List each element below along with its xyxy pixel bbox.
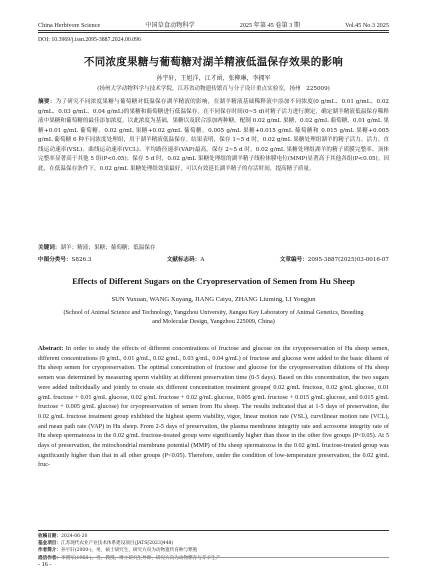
- running-header: [38, 20, 389, 29]
- journal-name-cn: 中国草食动物科学: [145, 22, 195, 29]
- received-label: 收稿日期：: [38, 534, 61, 539]
- keywords-cn-text: 湖羊；精液；果糖；葡萄糖；低温保存: [60, 245, 156, 251]
- article-id-value: 2095-3887(2025)03-0016-07: [307, 257, 389, 263]
- corr-value: 李拥军(1968-)，男，教授，博士研究生导师，研究方向为动物繁育与养羊生产: [60, 555, 221, 561]
- abstract-cn-text: 为了研究不同浓度果糖与葡萄糖对低温保存湖羊精液的影响，在湖羊精液基础稀释液中添加不同浓度(0 g/mL、0.01 g/mL、0.02 g/mL、0.03 g/mL、0.04 g/mL)的果糖和葡萄糖进行低温保存。在不同保存时间(0~5 d)对精子活力进行测定，确定湖羊精液低温保存稀释液中果糖和葡萄糖的最佳添加浓度。以此浓度为基础，果糖以及联合添加两种糖，配制 0.02 g/mL 果糖、0.02 g/mL 葡萄糖、0.01 g/mL 果糖+0.01 g/mL 葡萄糖、0.02 g/mL 果糖+0.02 g/mL 葡萄糖、0.005 g/mL 果糖+0.015 g/mL 葡萄糖和 0.015 g/mL 果糖+0.005 g/mL 葡萄糖 6 种不同浓度处理组，用于湖羊精液低温保存。结果表明，保存 1~5 d 时，0.02 g/mL 果糖处理组湖羊的精子活力、活力、直线运动速率(VSL)、曲线运动速率(VCL)、平均路径速率(VAP)最高。保存 2~5 d 时，0.02 g/mL 果糖处理组湖羊的精子质膜完整率、顶体完整率显著高于其他 5 组(P<0.05)；保存 5 d 时，0.02 g/mL 果糖处理组的湖羊精子线粒体膜电位(MMP)显著高于其他各组(P<0.05)。因此，在低温保存条件下，0.02 g/mL 果糖处理组效果最好，可以有效延长湖羊精子的存活时间，提高精子质量。: [38, 99, 389, 172]
- abstract-cn-label: 摘要：: [38, 99, 56, 105]
- author-value: 孙宇轩(2000-)，男，硕士研究生，研究方向为动物遗传育种与繁殖: [60, 548, 198, 554]
- doc-code-label: 文献标志码：: [166, 257, 201, 263]
- authors-cn: 孙宇轩，王旭洋，江才函，张柳琳，李拥军: [156, 75, 271, 82]
- journal-name-en: China Herbivore Science: [38, 22, 101, 29]
- page-number: - 16 -: [38, 561, 52, 568]
- fund-label: 基金项目：: [38, 541, 61, 547]
- keywords-cn-label: 关键词：: [38, 245, 61, 251]
- clc-field: [38, 255, 91, 263]
- abstract-en-text: In order to study the effects of different concentrations of fructose and glucose on the cryopreservation of Hu sheep semen, different concentrations (0 g/mL, 0.01 g/mL, 0.02 g/mL, 0.03 g/mL, 0.04 g/mL) of fructose and glucose were added to the basic diluent of Hu sheep semen for cryopreservation. The optimal concentration of fructose and glucose for the cryopreservation dilutions of Hu sheep semen was determined by measuring sperm viability at different preservation time (0-5 days). Based on this concentration, the two sugars were added individually and jointly to create six different concentration treatment groups( 0.02 g/mL fructose, 0.02 g/mL glucose, 0.01 g/mL fructose + 0.01 g/mL glucose, 0.02 g/mL fructose + 0.02 g/mL glucose, 0.005 g/mL fructose + 0.015 g/mL glucose, and 0.015 g/mL fructose + 0.005 g/mL glucose) for cryopreservation of semen from Hu sheep. The results indicated that at 1-5 days of preservation, the 0.02 g/mL fructose treatment group exhibited the highest sperm viability, vigor, linear motion rate (VSL), curvilinear motion rate (VCL), and mean path rate (VAP) in Hu sheep. From 2-5 days of preservation, the plasma membrane integrity rate and acrosome integrity rate of Hu sheep spermatozoa in the 0.02 g/mL fructose-treated group were significantly higher than those in the other five groups (P<0.05). At 5 days of preservation, the mitochondrial membrane potential (MMP) of Hu sheep spermatozoa in the 0.02 g/mL fructose-treated group was significantly higher than that in all other groups (P<0.05). Therefore, under the condition of low-temperature preservation, the 0.02 g/mL fruc-: [38, 345, 390, 469]
- title-en: Effects of Different Sugars on the Cryopreservation of Semen from Hu Sheep: [72, 276, 355, 286]
- corr-label: 通信作者：: [38, 555, 61, 561]
- issue-en: Vol.45 No.3 2025: [345, 22, 389, 29]
- header-rule-thin: [38, 32, 389, 33]
- doc-code-value: A: [200, 257, 205, 263]
- issue-cn: 2025 年第 45 卷第 3 期: [239, 22, 301, 29]
- abstract-cn: [38, 98, 389, 174]
- authors-en: SUN Yuxuan, WANG Xuyang, JIANG Caiyu, ZHANG Liuming, LI Yongjun: [111, 296, 316, 303]
- footnote-fund: [38, 540, 389, 547]
- footnote-corresponding: [38, 555, 389, 562]
- classification-row: [38, 255, 389, 263]
- received-value: 2024-06-20: [60, 534, 88, 539]
- clc-value: S826.3: [71, 257, 92, 263]
- footer-rule: [38, 557, 389, 558]
- doi[interactable]: DOI: 10.3969/j.issn.2095-3887.2024.00.096: [38, 37, 141, 43]
- doc-code-field: [167, 255, 205, 263]
- affiliation-cn: (扬州大学动物科学与技术学院，江苏省动物遗传繁育与分子设计重点实验室，扬州 225009): [97, 86, 330, 92]
- fund-value: 江苏现代农业产业技术体系建设项目(JATS[2023]448): [60, 541, 174, 547]
- keywords-cn: [38, 243, 389, 251]
- article-id-field: [280, 255, 389, 263]
- clc-label: 中图分类号：: [38, 257, 72, 263]
- abstract-en: [38, 344, 389, 470]
- author-label: 作者简介：: [38, 548, 61, 554]
- abstract-en-label: Abstract:: [38, 345, 64, 352]
- footnote-received: [38, 533, 389, 540]
- article-id-label: 文章编号：: [279, 257, 308, 263]
- title-cn: 不同浓度果糖与葡萄糖对湖羊精液低温保存效果的影响: [83, 56, 344, 68]
- affiliation-en: (School of Animal Science and Technology, Yangzhou University, Jiangsu Key Laboratory of Animal Genetics, Breeding and Molecular Design, Yangzhou 225009, China): [63, 309, 364, 325]
- footnote-author: [38, 547, 389, 554]
